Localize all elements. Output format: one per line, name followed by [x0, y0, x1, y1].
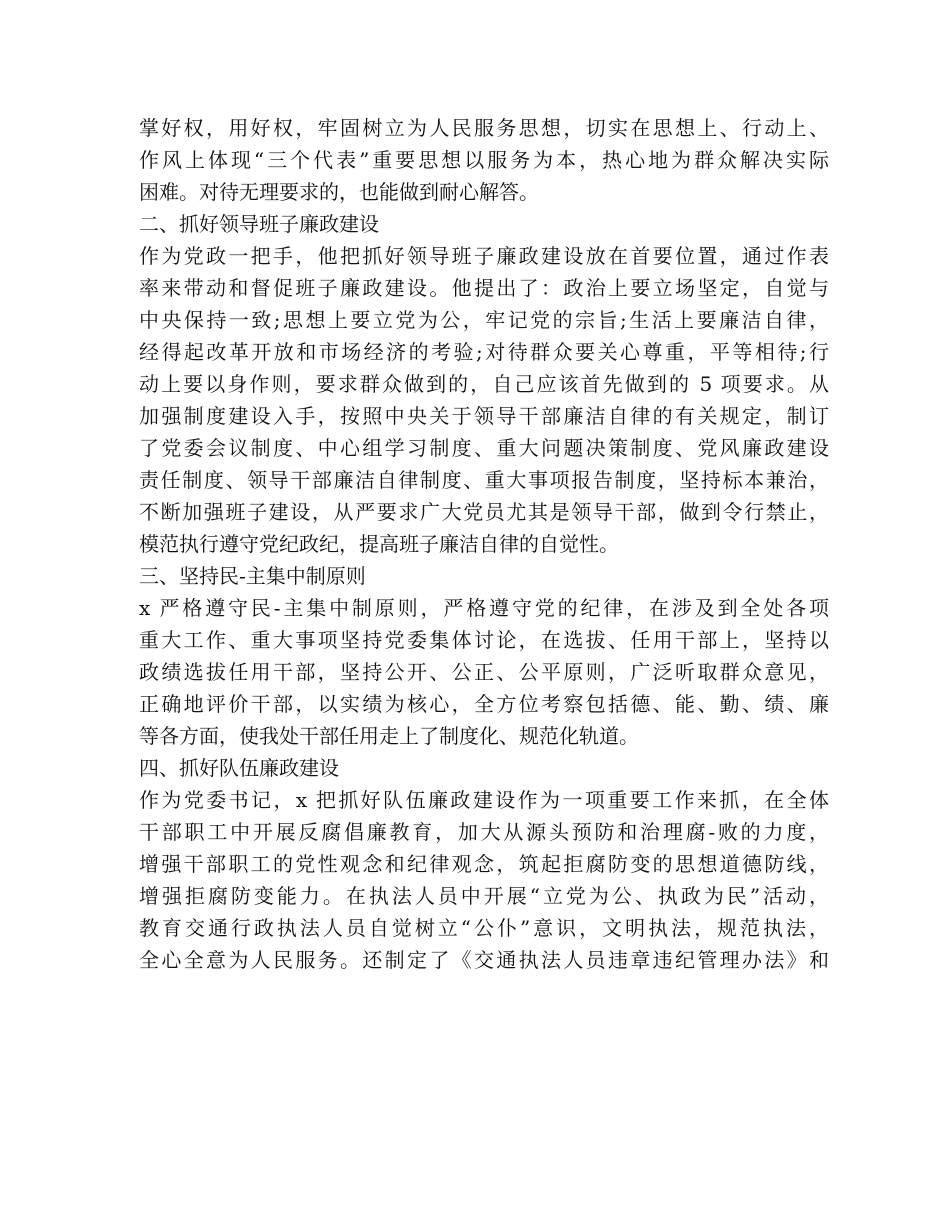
paragraph-line: 中央保持一致;思想上要立党为公，牢记党的宗旨;生活上要廉洁自律，	[139, 308, 829, 332]
paragraph-line: 掌好权，用好权，牢固树立为人民服务思想，切实在思想上、行动上、	[139, 116, 829, 140]
paragraph-line: 困难。对待无理要求的，也能做到耐心解答。	[139, 180, 539, 204]
paragraph-line: 作为党委书记，x 把抓好队伍廉政建设作为一项重要工作来抓，在全体	[139, 788, 829, 812]
section-heading: 二、抓好领导班子廉政建设	[139, 212, 379, 236]
paragraph-line: 模范执行遵守党纪政纪，提高班子廉洁自律的自觉性。	[139, 532, 619, 556]
paragraph-line: 增强拒腐防变能力。在执法人员中开展“立党为公、执政为民”活动，	[139, 884, 829, 908]
paragraph-line: 作为党政一把手，他把抓好领导班子廉政建设放在首要位置，通过作表	[139, 244, 829, 268]
paragraph-line: 率来带动和督促班子廉政建设。他提出了：政治上要立场坚定，自觉与	[139, 276, 829, 300]
section-heading: 三、坚持民-主集中制原则	[139, 564, 366, 588]
paragraph-line: 全心全意为人民服务。还制定了《交通执法人员违章违纪管理办法》和	[139, 948, 829, 972]
paragraph-line: 等各方面，使我处干部任用走上了制度化、规范化轨道。	[139, 724, 639, 748]
paragraph-line: 干部职工中开展反腐倡廉教育，加大从源头预防和治理腐-败的力度，	[139, 820, 829, 844]
paragraph-line: 增强干部职工的党性观念和纪律观念，筑起拒腐防变的思想道德防线，	[139, 852, 829, 876]
paragraph-line: 动上要以身作则，要求群众做到的，自己应该首先做到的 5 项要求。从	[139, 372, 829, 396]
paragraph-line: 责任制度、领导干部廉洁自律制度、重大事项报告制度，坚持标本兼治，	[139, 468, 829, 492]
paragraph-line: 了党委会议制度、中心组学习制度、重大问题决策制度、党风廉政建设	[139, 436, 829, 460]
paragraph-line: 经得起改革开放和市场经济的考验;对待群众要关心尊重，平等相待;行	[139, 340, 829, 364]
paragraph-line: x 严格遵守民-主集中制原则，严格遵守党的纪律，在涉及到全处各项	[139, 596, 829, 620]
paragraph-line: 不断加强班子建设，从严要求广大党员尤其是领导干部，做到令行禁止，	[139, 500, 829, 524]
paragraph-line: 加强制度建设入手，按照中央关于领导干部廉洁自律的有关规定，制订	[139, 404, 829, 428]
paragraph-line: 重大工作、重大事项坚持党委集体讨论，在选拔、任用干部上，坚持以	[139, 628, 829, 652]
paragraph-line: 政绩选拔任用干部，坚持公开、公正、公平原则，广泛听取群众意见，	[139, 660, 829, 684]
section-heading: 四、抓好队伍廉政建设	[139, 756, 339, 780]
paragraph-line: 正确地评价干部，以实绩为核心，全方位考察包括德、能、勤、绩、廉	[139, 692, 829, 716]
document-body	[139, 112, 829, 976]
paragraph-line: 教育交通行政执法人员自觉树立“公仆”意识，文明执法，规范执法，	[139, 916, 829, 940]
paragraph-line: 作风上体现“三个代表”重要思想以服务为本，热心地为群众解决实际	[139, 148, 829, 172]
